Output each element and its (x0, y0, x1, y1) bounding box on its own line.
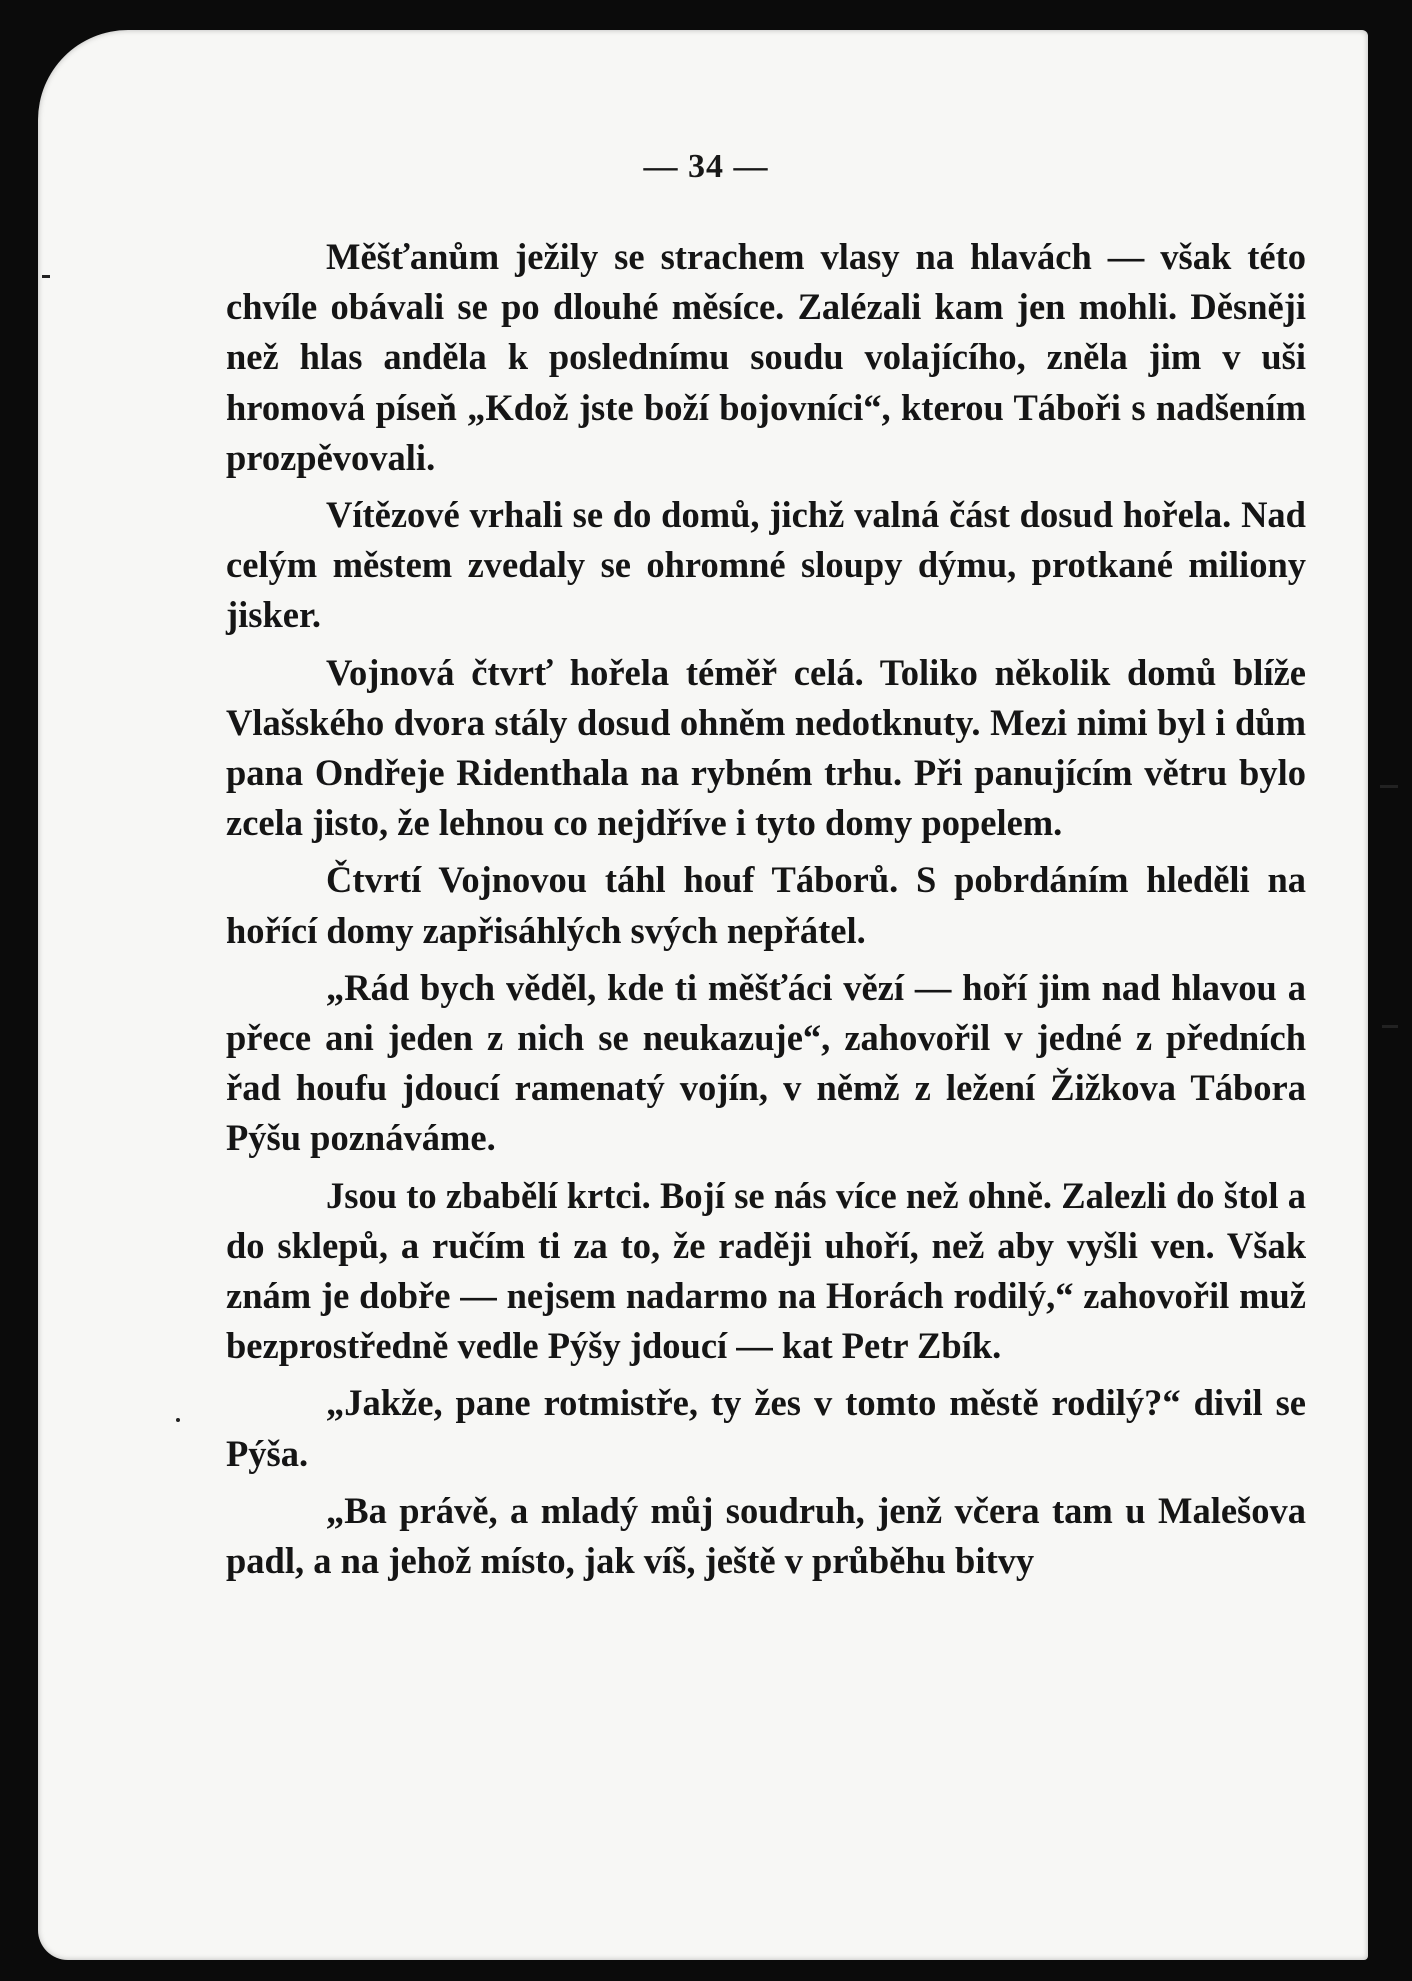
paragraph: Čtvrtí Vojnovou táhl houf Táborů. S pobrdáním hleděli na hořící domy zapřisáhlých svých nepřátel. (226, 859, 1306, 951)
paragraph: Měšťanům ježily se strachem vlasy na hlavách — však této chvíle obávali se po dlouhé měsíce. Zalézali kam jen mohli. Děsněji než hlas anděla k poslednímu soudu volajícího, zněla jim v uši hromová píseň „Kdož jste boží bojovníci“, kterou Táboři s nadšením prozpěvovali. (226, 236, 1306, 478)
scan-speck (1382, 1025, 1398, 1028)
paragraph: Jsou to zbabělí krtci. Bojí se nás více než ohně. Zalezli do štol a do sklepů, a ručím ti za to, že raději uhoří, než aby vyšli ven. Však znám je dobře — nejsem nadarmo na Horách rodilý,“ zahovořil muž bezprostředně vedle Pýšy jdoucí — kat Petr Zbík. (226, 1174, 1306, 1367)
paragraph: Vojnová čtvrť hořela téměř celá. Toliko několik domů blíže Vlašského dvora stály dosud ohněm nedotknuty. Mezi nimi byl i dům pana Ondřeje Ridenthala na rybném trhu. Při panujícím větru bylo zcela jisto, že lehnou co nejdříve i tyto domy popelem. (226, 651, 1306, 844)
scan-speck (42, 275, 50, 278)
scan-speck (1380, 785, 1398, 788)
paragraph: „Rád bych věděl, kde ti měšťáci vězí — hoří jim nad hlavou a přece ani jeden z nich se neukazuje“, zahovořil v jedné z předních řad houfu jdoucí ramenatý vojín, v němž z ležení Žižkova Tábora Pýšu poznáváme. (226, 966, 1306, 1159)
scan-speck (176, 1418, 180, 1422)
page-number: — 34 — (643, 148, 769, 185)
paragraph: Vítězové vrhali se do domů, jichž valná část dosud hořela. Nad celým městem zvedaly se ohromné sloupy dýmu, protkané miliony jisker. (226, 494, 1306, 636)
paragraph: „Jakže, pane rotmistře, ty žes v tomto městě rodilý?“ divil se Pýša. (226, 1382, 1306, 1474)
paragraph: „Ba právě, a mladý můj soudruh, jenž včera tam u Malešova padl, a na jehož místo, jak víš, ještě v průběhu bitvy (226, 1489, 1306, 1582)
scan-border-right (1372, 0, 1412, 1981)
body-text (226, 232, 1306, 1593)
